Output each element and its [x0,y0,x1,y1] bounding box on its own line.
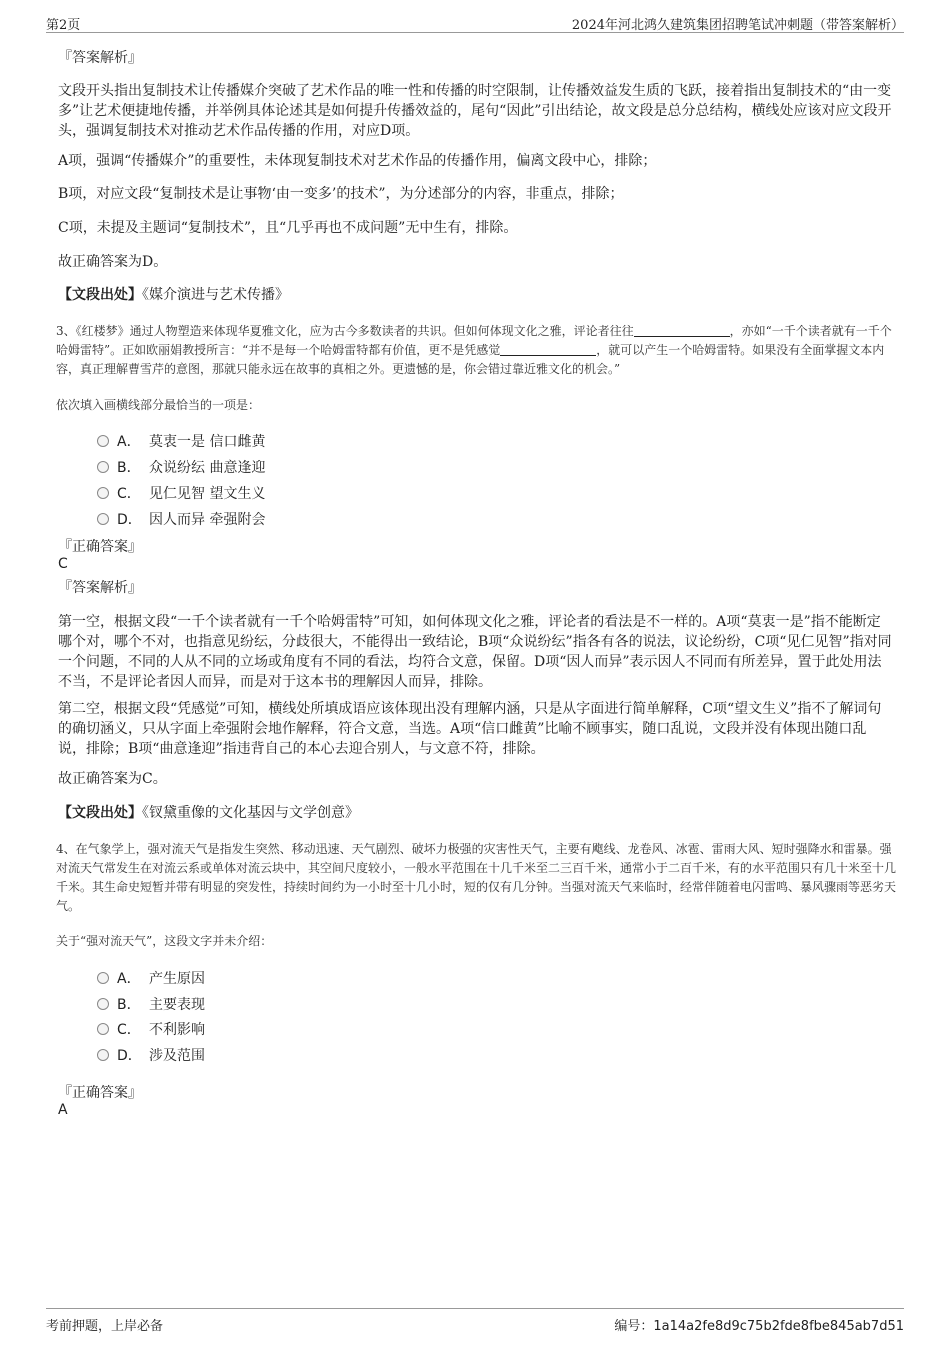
option-text: 不利影响 [149,1022,205,1038]
option-text: 产生原因 [149,971,205,987]
q3-option-b[interactable] [97,457,265,477]
option-label: C． [117,486,141,502]
option-label: C． [117,1022,141,1038]
q3-blank-2 [500,343,596,356]
q3-stem [56,322,896,379]
q3-source [58,803,894,823]
q3-explain-para2: 第二空，根据文段“凭感觉”可知，横线处所填成语应该体现出没有理解内涵，只是从字面进行简单解释，C项“望文生义”指不了解词句的确切涵义，只从字面上牵强附会地作解释，符合文意，当选。A项“信口雌黄”比喻不顾事实，随口乱说，文段并没有体现出随口乱说，排除；B项“曲意逢迎”指违背自己的本心去迎合别人，与文意不符，排除。 [58,701,882,757]
q3-explain-label: 『答案解析』 [58,580,142,596]
radio-icon[interactable] [97,998,109,1010]
q3-option-c[interactable] [97,483,265,503]
q3-source-title: 《钗黛重像的文化基因与文学创意》 [142,805,359,821]
footer-slogan: 考前押题，上岸必备 [46,1319,164,1334]
q3-explain-para1: 第一空，根据文段“一千个读者就有一千个哈姆雷特”可知，如何体现文化之雅，评论者的看法是不一样的。A项“莫衷一是”指不能断定哪个对，哪个不对，也指意见纷纭，分歧很大，不能得出一致结论，B项“众说纷纭”指各有各的说法，议论纷纷，C项“见仁见智”指对同一个问题，不同的人从不同的立场或角度有不同的看法，均符合文意，保留。D项“因人而异”表示因人不同而有所差异，置于此处用法不当，不是评论者因人而异，而是对于这本书的理解因人而异，排除。 [58,614,892,690]
q3-source-label: 【文段出处】 [58,805,142,821]
q2-source [58,285,894,305]
option-text: 众说纷纭 曲意逢迎 [149,460,266,476]
option-text: 主要表现 [149,997,205,1013]
q3-option-d[interactable] [97,509,265,529]
q4-answer: A [58,1102,68,1118]
q2-explain-option-a: A项，强调“传播媒介”的重要性，未体现复制技术对艺术作品的传播作用，偏离文段中心，排除； [58,153,657,169]
q3-option-a[interactable] [97,431,265,451]
q2-explain-para1: 文段开头指出复制技术让传播媒介突破了艺术作品的唯一性和传播的时空限制，让传播效益发生质的飞跃，接着指出复制技术的“由一变多”让艺术便捷地传播，并举例具体论述其是如何提升传播效益的，尾句“因此”引出结论，故文段是总分总结构，横线处应该对应文段开头，强调复制技术对推动艺术作品传播的作用，对应D项。 [58,83,892,139]
q2-explain-option-c: C项，未提及主题词“复制技术”，且“几乎再也不成问题”无中生有，排除。 [58,220,518,236]
option-label: A． [117,971,141,987]
radio-icon[interactable] [97,1023,109,1035]
q2-explain-label: 『答案解析』 [58,50,142,66]
q4-answer-label: 『正确答案』 [58,1085,142,1101]
option-text: 因人而异 牵强附会 [149,512,266,528]
option-text: 涉及范围 [149,1048,205,1064]
radio-icon[interactable] [97,435,109,447]
page-footer [46,1308,904,1339]
q3-conclusion: 故正确答案为C。 [58,771,167,787]
q3-blank-1 [634,324,730,337]
q4-prompt: 关于“强对流天气”，这段文字并未介绍： [56,934,273,948]
radio-icon[interactable] [97,1049,109,1061]
q4-stem: 4、在气象学上，强对流天气是指发生突然、移动迅速、天气剧烈、破坏力极强的灾害性天气，主要有飑线、龙卷风、冰雹、雷雨大风、短时强降水和雷暴。强对流天气常发生在对流云系或单体对流云块中，其空间尺度较小，一般水平范围在十几千米至二三百千米，通常小于二百千米，有的水平范围只有几十米至十几千米。其生命史短暂并带有明显的突发性，持续时间约为一小时至十几小时，短的仅有几分钟。当强对流天气来临时，经常伴随着电闪雷鸣、暴风骤雨等恶劣天气。 [56,842,897,913]
page-header [46,10,904,33]
document-title: 2024年河北鸿久建筑集团招聘笔试冲刺题（带答案解析） [571,18,904,33]
q4-option-c[interactable] [97,1019,205,1039]
option-text: 见仁见智 望文生义 [149,486,266,502]
q4-option-a[interactable] [97,968,205,988]
option-label: D． [117,1048,142,1064]
q3-prompt: 依次填入画横线部分最恰当的一项是： [56,398,261,412]
q3-stem-part1: 3、《红楼梦》通过人物塑造来体现华夏雅文化，应为古今多数读者的共识。但如何体现文化之雅，评论者往往 [56,324,634,338]
footer-code-value: 1a14a2fe8d9c75b2fde8fbe845ab7d51 [653,1319,904,1334]
q4-option-d[interactable] [97,1045,205,1065]
page-number: 第2页 [46,18,81,33]
q2-source-label: 【文段出处】 [58,287,142,303]
q3-stem-part3: ，就可以产生一个哈姆雷特。如果没有全面掌握文本内容，真正理解曹雪芹的意图，那就只能永远在故事的真相之外。更遗憾的是，你会错过靠近雅文化的机会。” [56,343,885,376]
q3-answer-label: 『正确答案』 [58,539,142,555]
q2-explain-option-b: B项，对应文段“复制技术是让事物‘由一变多’的技术”，为分述部分的内容，非重点，排除； [58,186,624,202]
option-text: 莫衷一是 信口雌黄 [149,434,266,450]
radio-icon[interactable] [97,972,109,984]
radio-icon[interactable] [97,513,109,525]
q3-stem-part2: ，亦如“一千个读者就有一千个哈姆雷特”。正如欧丽娟教授所言：“并不是每一个哈姆雷特都有价值，更不是凭感觉 [56,324,892,357]
radio-icon[interactable] [97,461,109,473]
option-label: A． [117,434,141,450]
q4-option-b[interactable] [97,994,205,1014]
q3-answer: C [58,556,68,572]
option-label: B． [117,460,141,476]
radio-icon[interactable] [97,487,109,499]
option-label: B． [117,997,141,1013]
footer-code-label: 编号： [614,1319,654,1334]
option-label: D． [117,512,142,528]
footer-code [614,1315,904,1334]
q2-source-title: 《媒介演进与艺术传播》 [142,287,289,303]
q2-conclusion: 故正确答案为D。 [58,254,168,270]
